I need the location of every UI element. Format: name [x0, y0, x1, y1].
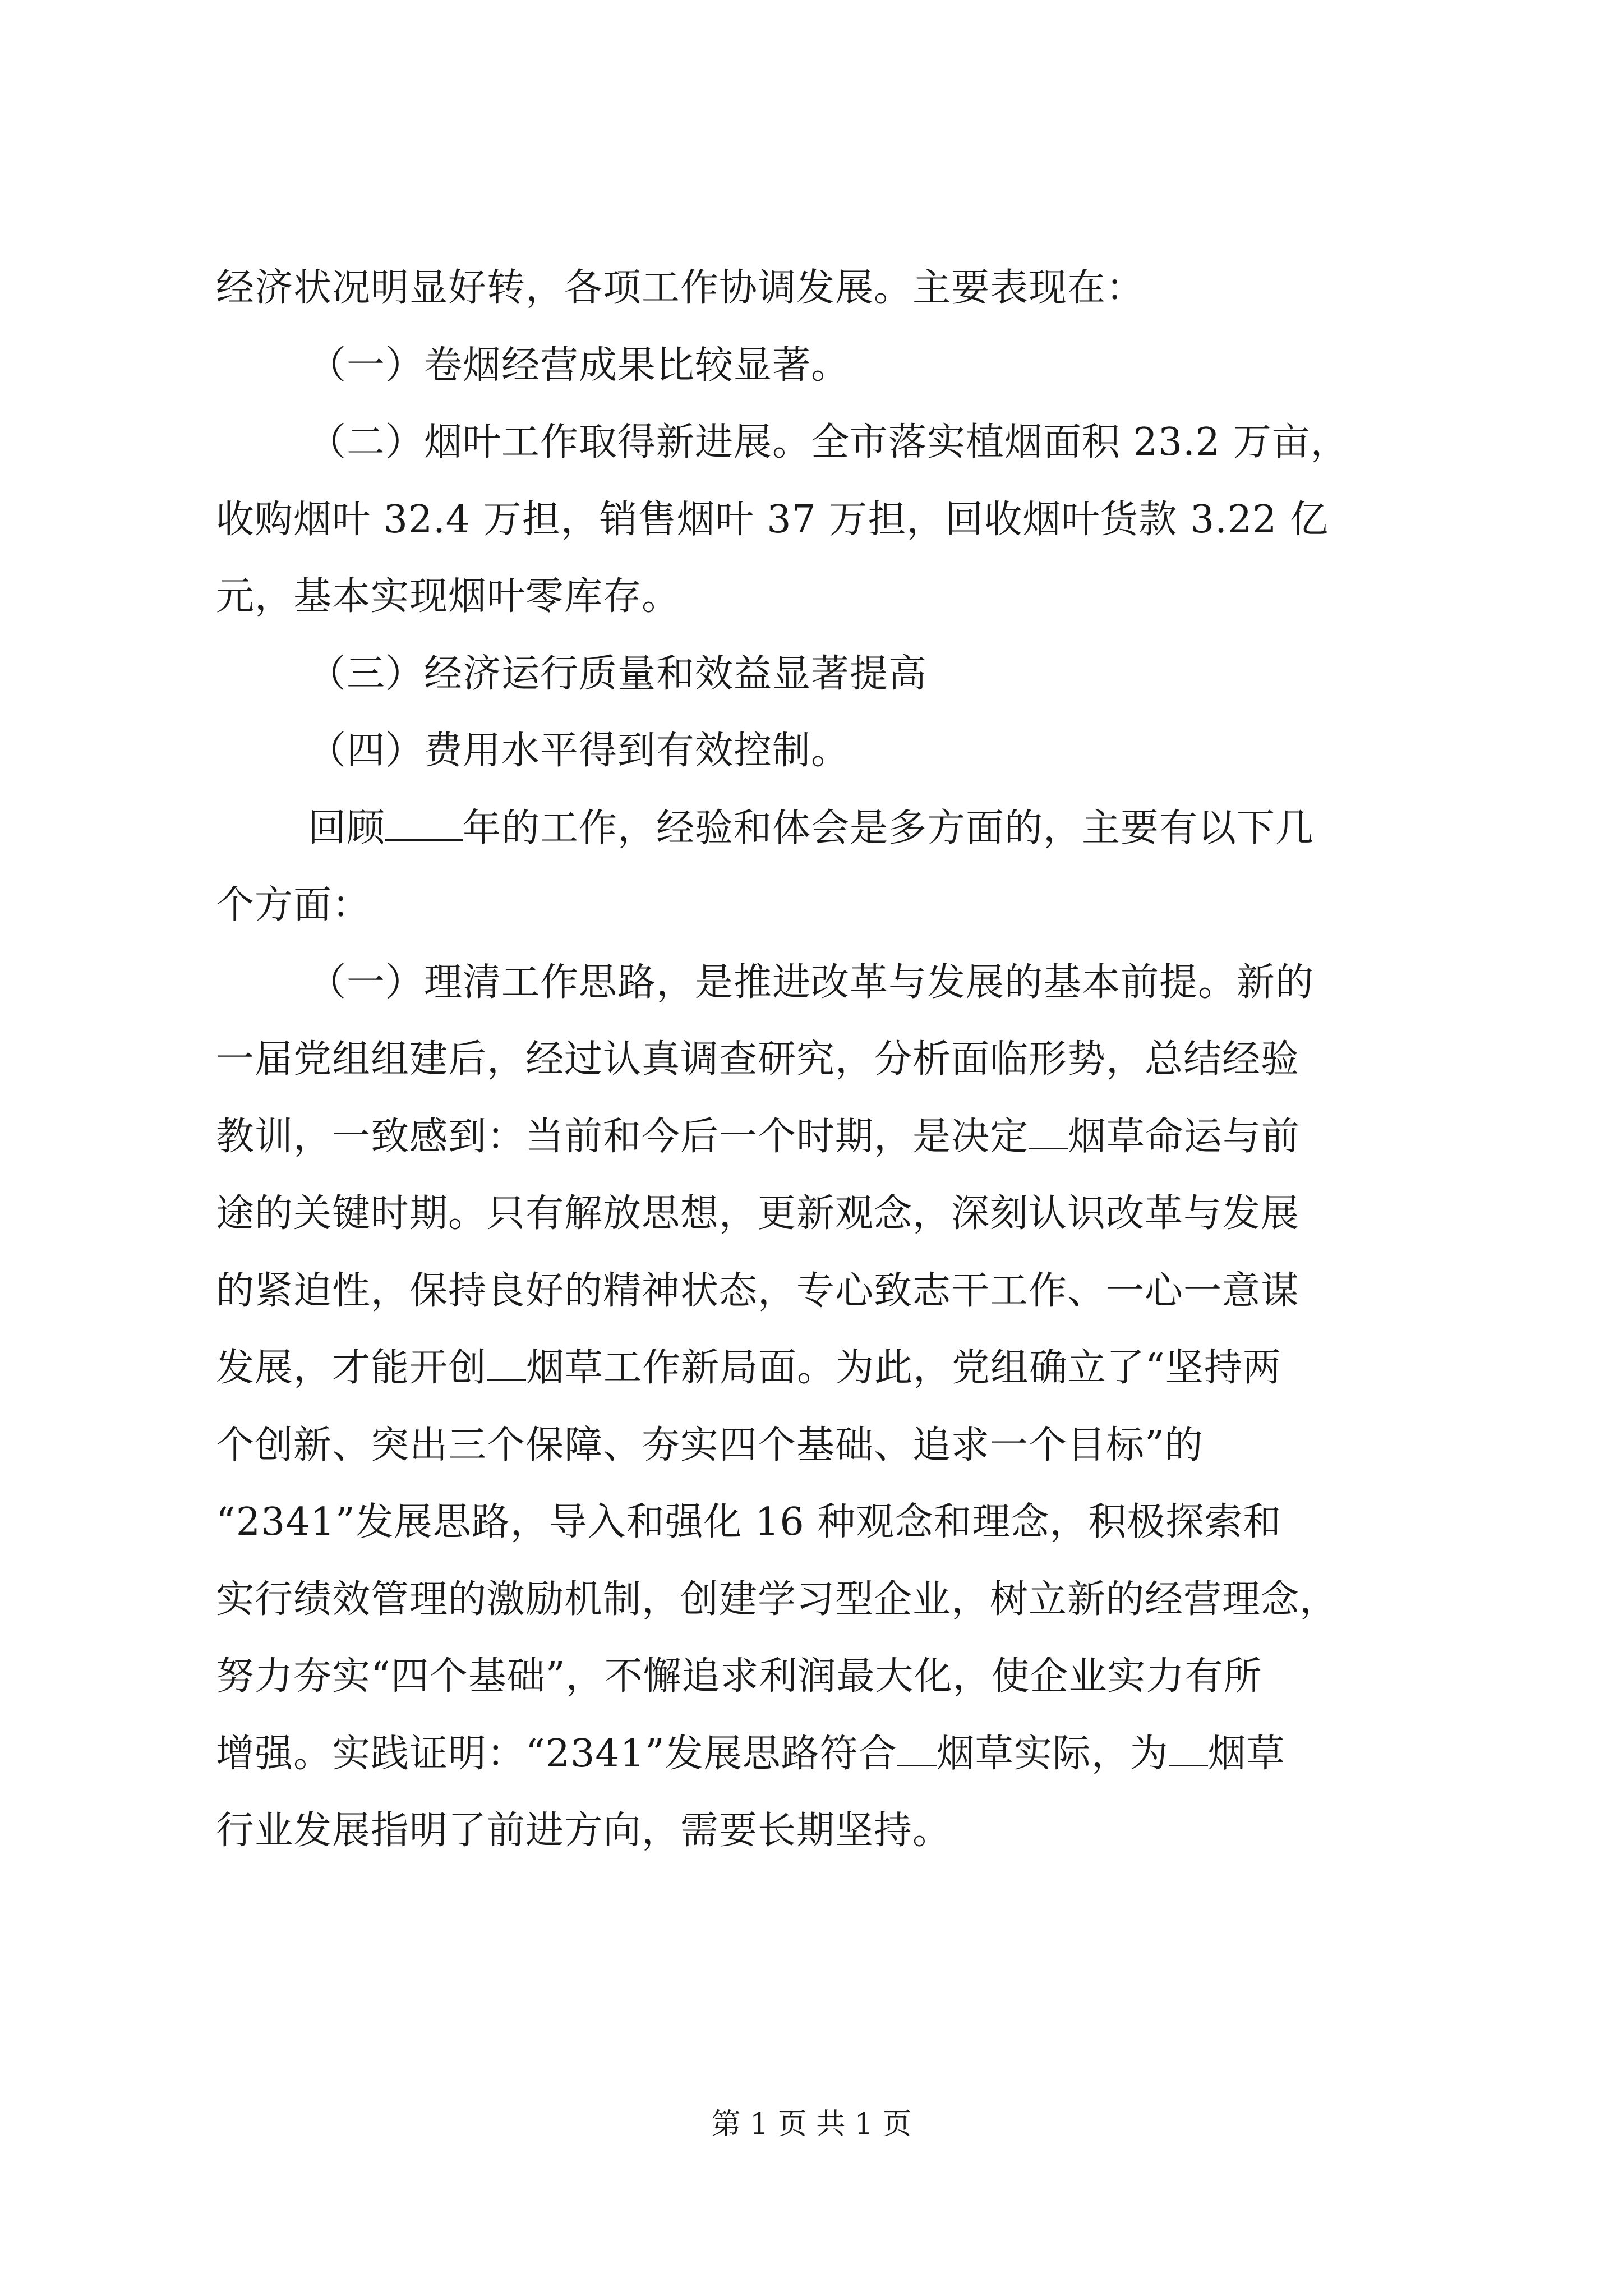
text-line [216, 636, 1419, 713]
text-line [216, 712, 1419, 790]
text-run: 烟草命运与前 [1068, 1114, 1301, 1159]
text-run: 途的关键时期。只有解放思想，更新观念，深刻认识改革与发展 [216, 1191, 1300, 1236]
fill-blank [897, 1733, 937, 1766]
text-run: 教训，一致感到：当前和今后一个时期，是决定 [216, 1114, 1029, 1159]
text-run: 年的工作，经验和体会是多方面的，主要有以下几 [463, 806, 1315, 850]
text-run: （三）经济运行质量和效益显著提高 [308, 651, 928, 696]
text-line [216, 250, 1419, 327]
text-run: 经济状况明显好转，各项工作协调发展。主要表现在： [216, 266, 1145, 310]
text-line [216, 1561, 1419, 1639]
text-run: （二）烟叶工作取得新进展。全市落实植烟面积 23.2 万亩， [308, 420, 1349, 464]
text-run: 实行绩效管理的激励机制，创建学习型企业，树立新的经营理念， [216, 1577, 1339, 1622]
text-line [216, 1715, 1419, 1793]
text-line [216, 558, 1419, 636]
text-line [216, 1484, 1419, 1561]
text-line [216, 944, 1419, 1022]
text-run: 元，基本实现烟叶零库存。 [216, 574, 681, 619]
text-line [216, 1175, 1419, 1253]
text-line [216, 481, 1419, 559]
text-line [216, 1329, 1419, 1407]
text-run: 努力夯实“四个基础”，不懈追求利润最大化，使企业实力有所 [216, 1654, 1262, 1699]
text-run: “2341”发展思路，导入和强化 16 种观念和理念，积极探索和 [216, 1500, 1282, 1544]
text-line [216, 404, 1419, 481]
text-line [216, 327, 1419, 404]
page-number: 第 1 页 共 1 页 [711, 2108, 912, 2141]
text-line [216, 867, 1419, 944]
text-run: 烟草 [1207, 1731, 1285, 1776]
text-run: 发展，才能开创 [216, 1346, 487, 1390]
text-line [216, 1098, 1419, 1176]
text-run: 增强。实践证明：“2341”发展思路符合 [216, 1731, 897, 1776]
fill-blank [1029, 1116, 1068, 1149]
text-run: 行业发展指明了前进方向，需要长期坚持。 [216, 1809, 952, 1853]
text-line [216, 1638, 1419, 1715]
text-run: 回顾 [308, 806, 386, 850]
text-run: 收购烟叶 32.4 万担，销售烟叶 37 万担，回收烟叶货款 3.22 亿 [216, 497, 1329, 542]
text-line [216, 1253, 1419, 1330]
text-run: 的紧迫性，保持良好的精神状态，专心致志干工作、一心一意谋 [216, 1268, 1300, 1313]
text-run: （一）卷烟经营成果比较显著。 [308, 343, 850, 388]
text-run: （四）费用水平得到有效控制。 [308, 729, 850, 773]
document-body [216, 250, 1419, 1870]
fill-blank [1169, 1733, 1208, 1766]
text-run: 个创新、突出三个保障、夯实四个基础、追求一个目标”的 [216, 1423, 1204, 1467]
text-run: 烟草实际，为 [936, 1731, 1169, 1776]
text-run: 一届党组组建后，经过认真调查研究，分析面临形势，总结经验 [216, 1037, 1300, 1082]
text-run: 个方面： [216, 883, 371, 927]
text-run: 烟草工作新局面。为此，党组确立了“坚持两 [526, 1346, 1281, 1390]
text-line [216, 1792, 1419, 1870]
text-line [216, 790, 1419, 867]
text-run: （一）理清工作思路，是推进改革与发展的基本前提。新的 [308, 960, 1315, 1005]
text-line [216, 1407, 1419, 1484]
text-line [216, 1021, 1419, 1098]
fill-blank [385, 808, 463, 841]
fill-blank [487, 1347, 526, 1381]
page-footer [0, 2105, 1623, 2144]
